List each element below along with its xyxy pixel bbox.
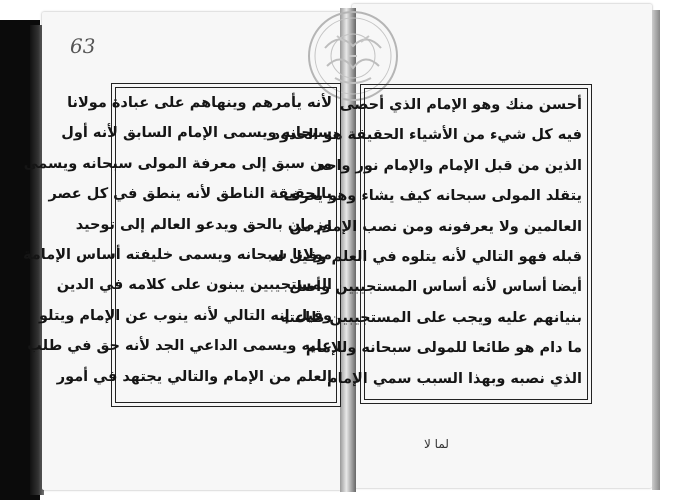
text-line: لأنه يأمرهم وينهاهم على عبادة مولانا [67, 95, 332, 111]
text-line: من سبق إلى معرفة المولى سبحانه ويسمى [23, 155, 332, 172]
text-line: وزمان بالحق ويدعو العالم إلى توحيد [75, 216, 332, 233]
text-line: فيه كل شيء من الأشياء الحقيقة هو الحدود [272, 127, 582, 144]
text-line: ما دام هو طائعا للمولى سبحانه وللإمام [305, 340, 582, 357]
folio-number: 63 [70, 34, 96, 58]
text-line: الذين من قبل الإمام والإمام نور واحد [317, 157, 582, 174]
text-line: أيضا أساس لأنه أساس المستجيبين وأصل [289, 279, 582, 296]
text-line: بنيانهم عليه ويجب على المستجيبين طاعته [280, 309, 582, 326]
text-line: العالمين ولا يعرفونه ومن نصب الإمام من [289, 218, 582, 235]
text-line: بالحقيقة الناطق لأنه ينطق في كل عصر [48, 186, 332, 203]
text-line: العلم من الإمام والتالي يجتهد في أمور [56, 368, 332, 385]
text-line: عليه ويسمى الداعي الجد لأنه حق في طلب [27, 338, 332, 355]
text-line: يتقلد المولى سبحانه كيف يشاء وهو يعرف [283, 188, 582, 205]
text-line: وقيل إنه التالي لأنه ينوب عن الإمام ويتلو [38, 307, 332, 324]
text-line: المستجيبين يبنون على كلامه في الدين [56, 277, 332, 294]
right-book-edge [652, 10, 660, 490]
catchword: لما لا [424, 437, 449, 451]
text-line: قبله فهو التالي لأنه يتلوه في العلم وقيل له [269, 248, 582, 265]
text-line: أحسن منك وهو الإمام الذي أحصى [339, 97, 582, 113]
text-line: سبحانه ويسمى الإمام السابق لأنه أول [61, 125, 332, 142]
text-line: الذي نصبه وبهذا السبب سمي الإمام [326, 370, 582, 387]
right-page-text [269, 90, 582, 394]
text-line: مولانا سبحانه ويسمى خليفته أساس الإمامة [23, 246, 332, 263]
